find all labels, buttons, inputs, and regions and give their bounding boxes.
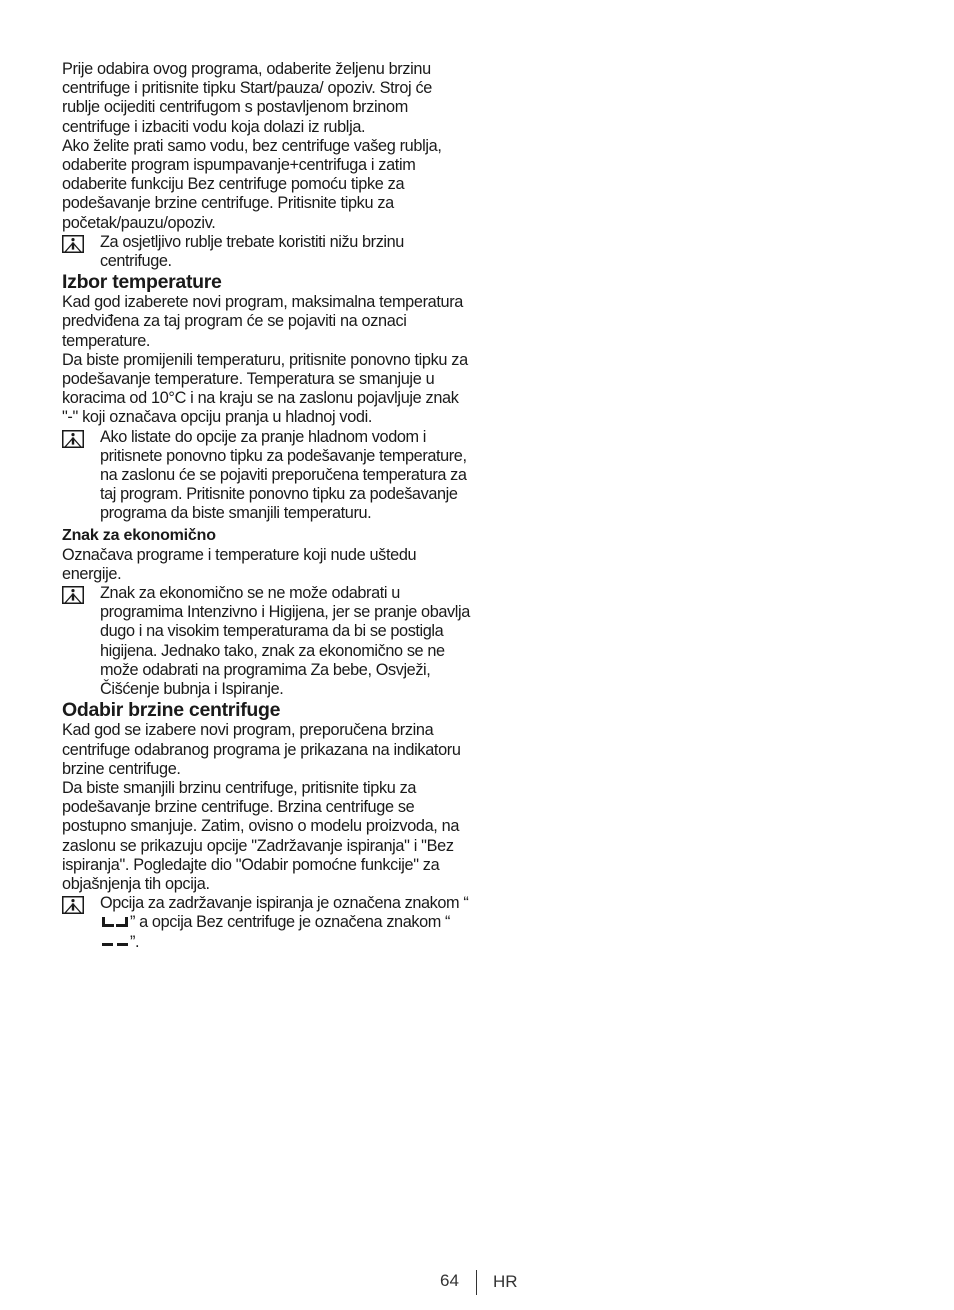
info-icon xyxy=(62,586,84,604)
note-2 xyxy=(62,428,472,524)
rinse-hold-symbol-icon xyxy=(100,915,130,928)
text-column xyxy=(62,60,472,952)
note-4-text-a: Opcija za zadržavanje ispiranja je označena znakom “ xyxy=(100,894,469,913)
note-4-text xyxy=(100,894,472,952)
eco-paragraph-1: Označava programe i temperature koji nude uštedu energije. xyxy=(62,545,417,583)
info-icon xyxy=(62,235,84,253)
note-4 xyxy=(62,894,472,952)
spin-paragraph-2: Da biste smanjili brzinu centrifuge, pritisnite tipku za podešavanje brzine centrifuge. Brzina centrifuge se postupno smanjuje. Zatim, ovisno o modelu proizvoda, na zaslonu se prikazuju opcije "Zadržavanje ispiranja" i "Bez ispiranja". Pogledajte dio "Odabir pomoćne funkcije" za objašnjenja tih opcija. xyxy=(62,778,460,893)
info-icon xyxy=(62,430,84,448)
note-4-text-c: ”. xyxy=(130,932,140,951)
temp-paragraph-1: Kad god izaberete novi program, maksimalna temperatura predviđena za taj program će se pojaviti na oznaci temperature. xyxy=(62,293,464,350)
note-3-text: Znak za ekonomično se ne može odabrati u programima Intenzivno i Higijena, jer se pranje obavlja dugo i na visokim temperaturama da bi se postigla higijena. Jednako tako, znak za ekonomično se ne može odabrati na programima Za bebe, Osvježi, Čišćenje bubnja i Ispiranje. xyxy=(100,584,470,699)
heading-spin: Odabir brzine centrifuge xyxy=(62,699,281,722)
language-code: HR xyxy=(493,1272,518,1291)
temp-paragraph-2: Da biste promijenili temperaturu, pritisnite ponovno tipku za podešavanje temperature. Temperatura se smanjuje u koracima od 10°C i na kraju se na zaslonu pojavljuje znak "-" koji označava opciju pranja u hladnoj vodi. xyxy=(62,350,468,427)
no-spin-symbol-icon xyxy=(100,935,130,948)
intro-paragraph-2: Ako želite prati samo vodu, bez centrifuge vašeg rublja, odaberite program ispumpavanje+centrifuga i zatim odaberite funkciju Bez centrifuge pomoću tipke za podešavanje brzine centrifuge. Pritisnite tipku za početak/pauzu/opoziv. xyxy=(62,136,442,232)
note-3 xyxy=(62,584,472,699)
page-number: 64 xyxy=(440,1271,459,1290)
info-icon xyxy=(62,896,84,914)
note-4-text-b: ” a opcija Bez centrifuge je označena znakom “ xyxy=(130,913,451,932)
intro-paragraph-1: Prije odabira ovog programa, odaberite željenu brzinu centrifuge i pritisnite tipku Start/pauza/ opoziv. Stroj će rublje ocijediti centrifugom s postavljenom brzinom centrifuge i izbaciti vodu koja dolazi iz rublja. xyxy=(62,60,432,136)
heading-temperature: Izbor temperature xyxy=(62,271,222,294)
page-footer xyxy=(0,1270,954,1296)
note-1 xyxy=(62,233,472,271)
footer-divider xyxy=(476,1270,477,1295)
note-2-text: Ako listate do opcije za pranje hladnom vodom i pritisnete ponovno tipku za podešavanje temperature, na zaslonu će se pojaviti preporučena temperatura za taj program. Pritisnite ponovno tipku za podešavanje programa da biste smanjili temperaturu. xyxy=(100,427,467,523)
note-1-text: Za osjetljivo rublje trebate koristiti nižu brzinu centrifuge. xyxy=(100,232,404,271)
subheading-eco: Znak za ekonomično xyxy=(62,526,216,544)
spin-paragraph-1: Kad god se izabere novi program, preporučena brzina centrifuge odabranog programa je prikazana na indikatoru brzine centrifuge. xyxy=(62,721,461,778)
